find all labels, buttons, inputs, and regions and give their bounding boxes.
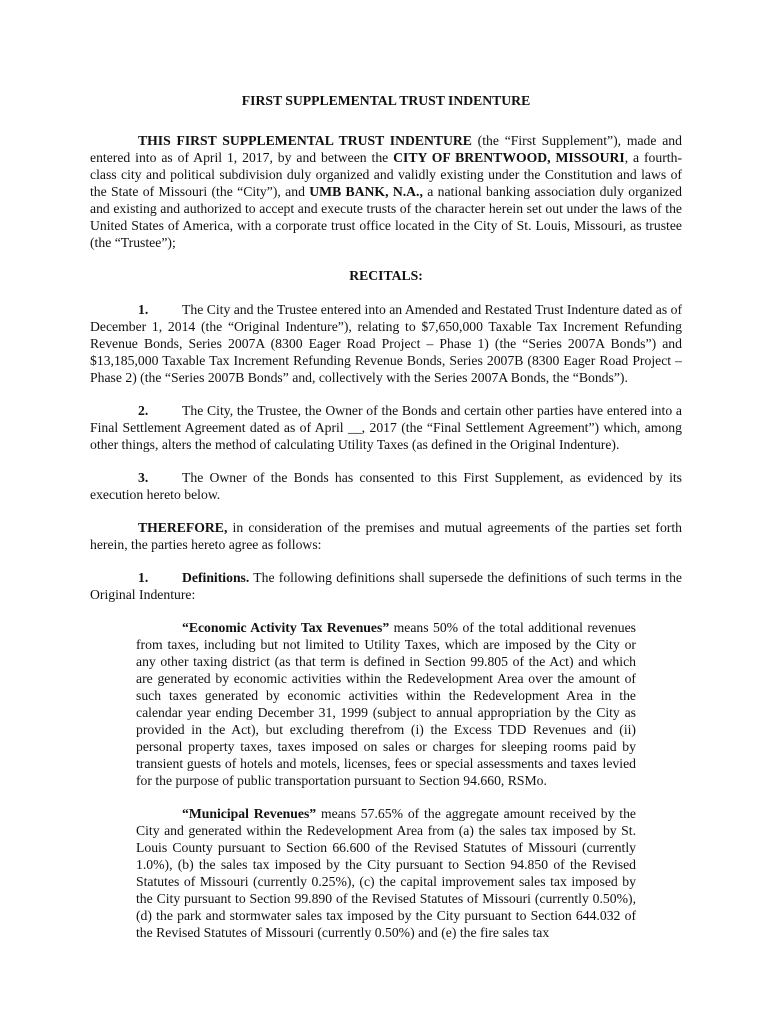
- intro-strong-3: UMB BANK, N.A.,: [309, 184, 423, 199]
- recital-number: 2.: [138, 403, 149, 418]
- section-text: The following definitions shall supersede the definitions of such terms in the Original Indenture:: [90, 570, 682, 602]
- section-heading: Definitions.: [182, 570, 250, 585]
- intro-text-3: a national banking association duly organized and existing and authorized to accept and execute trusts of the character herein set out under the laws of the United States of America, with a corporate trust office located in the City of St. Louis, Missouri, as trustee (the “Trustee”);: [90, 184, 683, 250]
- recital-text: The City and the Trustee entered into an Amended and Restated Trust Indenture dated as of December 1, 2014 (the “Original Indenture”), relating to $7,650,000 Taxable Tax Increment Refunding Revenue Bonds, Series 2007A (8300 Eager Road Project – Phase 1) (the “Series 2007A Bonds”) and $13,185,000 Taxable Tax Increment Refunding Revenue Bonds, Series 2007B (8300 Eager Road Project – Phase 2) (the “Series 2007B Bonds” and, collectively with the Series 2007A Bonds, the “Bonds”).: [90, 302, 682, 385]
- document-title: FIRST SUPPLEMENTAL TRUST INDENTURE: [241, 93, 531, 108]
- definition-term: “Economic Activity Tax Revenues”: [182, 620, 390, 635]
- definition-item: [136, 805, 636, 941]
- recital-item: [90, 402, 682, 453]
- recital-item: [90, 301, 682, 386]
- therefore-paragraph: [90, 519, 682, 553]
- definition-text: means 50% of the total additional revenues from taxes, including but not limited to Utility Taxes, which are imposed by the City or any other taxing district (as that term is defined in Section 99.805 of the Act) and which are generated by economic activities within the Redevelopment Area over the amount of such taxes generated by economic activities within the Redevelopment Area in the calendar year ending December 31, 1999 (subject to annual appropriation by the City as provided in the Act), but excluding therefrom (i) the Excess TDD Revenues and (ii) personal property taxes, taxes imposed on sales or charges for sleeping rooms paid by transient guests of hotels and motels, licenses, fees or special assessments and taxes levied for the purpose of public transportation pursuant to Section 94.660, RSMo.: [136, 620, 636, 788]
- therefore-text: in consideration of the premises and mutual agreements of the parties set forth herein, the parties hereto agree as follows:: [90, 520, 682, 552]
- recital-number: 3.: [138, 470, 149, 485]
- section-number: 1.: [138, 570, 149, 585]
- recitals-heading: RECITALS:: [349, 268, 423, 283]
- document-page: [90, 92, 682, 941]
- intro-text-2: , a fourth-class city and political subdivision duly organized and validly existing under the Constitution and laws of the State of Missouri (the “City”), and: [90, 150, 683, 199]
- recital-number: 1.: [138, 302, 149, 317]
- definition-item: [136, 619, 636, 789]
- intro-strong-1: THIS FIRST SUPPLEMENTAL TRUST INDENTURE: [138, 133, 472, 148]
- therefore-strong: THEREFORE,: [138, 520, 228, 535]
- definition-text: means 57.65% of the aggregate amount received by the City and generated within the Redevelopment Area from (a) the sales tax imposed by St. Louis County pursuant to Section 66.600 of the Revised Statutes of Missouri (currently 1.0%), (b) the sales tax imposed by the City pursuant to Section 94.850 of the Revised Statutes of Missouri (currently 0.25%), (c) the capital improvement sales tax imposed by the City pursuant to Section 99.890 of the Revised Statutes of Missouri (currently 0.50%), (d) the park and stormwater sales tax imposed by the City pursuant to Section 644.032 of the Revised Statutes of Missouri (currently 0.50%) and (e) the fire sales tax: [136, 806, 637, 940]
- intro-paragraph: [90, 132, 682, 251]
- intro-strong-2: CITY OF BRENTWOOD, MISSOURI: [393, 150, 625, 165]
- recital-text: The City, the Trustee, the Owner of the Bonds and certain other parties have entered into a Final Settlement Agreement dated as of April __, 2017 (the “Final Settlement Agreement”) which, among other things, alters the method of calculating Utility Taxes (as defined in the Original Indenture).: [90, 403, 682, 452]
- recital-text: The Owner of the Bonds has consented to this First Supplement, as evidenced by its execution hereto below.: [90, 470, 682, 502]
- intro-text-1: (the “First Supplement”), made and entered into as of April 1, 2017, by and between the: [90, 133, 682, 165]
- recital-item: [90, 469, 682, 503]
- section-definitions: [90, 569, 682, 603]
- definition-term: “Municipal Revenues”: [182, 806, 317, 821]
